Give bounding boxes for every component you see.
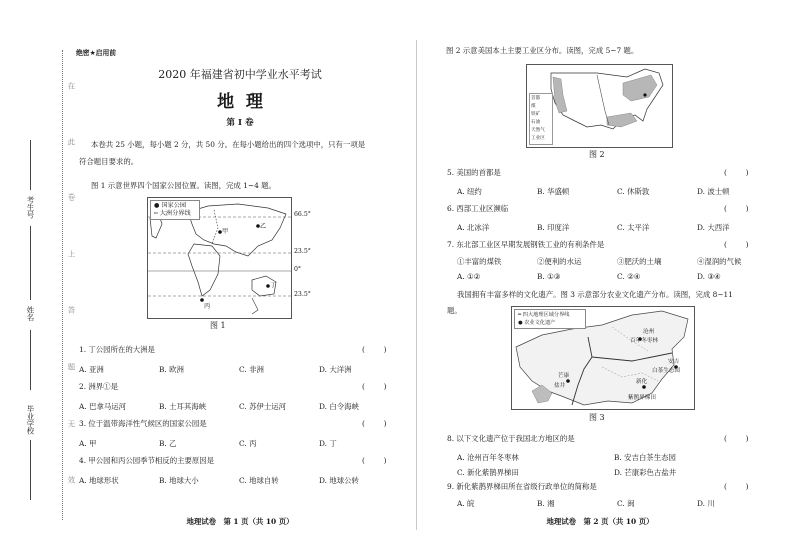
binding-dotted-line — [62, 50, 63, 520]
legend-boundary: ┅ 大洲分界线 — [154, 210, 191, 217]
map-label-cangzhou: 沧州 — [643, 329, 655, 335]
binding-char: 在 — [67, 82, 76, 90]
page-footer-left: 地理试卷 第 1 页（共 10 页） — [186, 517, 294, 526]
china-map — [511, 306, 695, 410]
fig1-legend — [150, 200, 200, 220]
nz-shape — [252, 298, 258, 314]
lat-label: 23.5° — [294, 291, 311, 298]
map-label: 白茶生态园 — [652, 368, 680, 374]
subject-title: 地 理 — [217, 92, 263, 112]
answer-bracket[interactable]: ( ) — [362, 419, 387, 428]
option[interactable]: B. 安吉白茶生态园 — [614, 453, 676, 462]
question-stem: 6. 西部工业区濒临 — [447, 204, 509, 213]
option[interactable]: C. 苏伊士运河 — [239, 402, 287, 411]
question-stem: 4. 甲公园和丙公园季节相反的主要原因是 — [79, 456, 215, 465]
option[interactable]: A. 皖 — [457, 499, 475, 508]
legend-park: ● 国家公园 — [154, 202, 187, 209]
question-stem: 5. 美国的首都是 — [447, 168, 501, 177]
fig1-caption: 图 1 — [210, 321, 226, 330]
option[interactable]: A. 沧州百年冬枣林 — [457, 453, 519, 462]
exam-title: 2020 年福建省初中学业水平考试 — [158, 68, 322, 81]
option[interactable]: D. 芒康彩色古盐井 — [614, 468, 677, 477]
heritage-point — [566, 379, 570, 383]
question-stem: 2. 洲界①是 — [79, 382, 118, 391]
answer-bracket[interactable]: ( ) — [724, 168, 749, 177]
map-label: 百年冬枣林 — [630, 338, 658, 344]
option[interactable]: B. 乙 — [159, 439, 177, 448]
binding-char: 题 — [67, 363, 76, 371]
option[interactable]: D. 大洋洲 — [319, 365, 352, 374]
legend-boundary: ━ 四大地理区域分界线 — [518, 312, 570, 318]
heritage-point — [642, 385, 646, 389]
label-name: 姓名 — [26, 306, 35, 321]
option[interactable]: A. ①② — [457, 272, 481, 281]
fig2-prompt: 图 2 示意美国本土主要工业区分布。读图，完成 5~7 题。 — [446, 46, 639, 55]
option[interactable]: B. 土耳其海峡 — [159, 402, 207, 411]
legend-item: 煤 — [531, 104, 536, 109]
legend-item: 工业区 — [531, 136, 545, 141]
page-divider — [416, 40, 417, 530]
option[interactable]: A. 地球形状 — [79, 476, 119, 485]
option[interactable]: D. ③④ — [697, 272, 721, 281]
legend-item: 天然气 — [531, 128, 545, 133]
binding-char: 无 — [67, 420, 76, 428]
option[interactable]: D. 丁 — [319, 439, 337, 448]
binding-char: 上 — [67, 250, 76, 258]
legend-heritage: ● 农业文化遗产 — [518, 320, 556, 326]
capital-point — [643, 93, 646, 96]
question-stem: 9. 新化紫鹊界梯田所在省级行政单位的简称是 — [447, 482, 597, 491]
answer-bracket[interactable]: ( ) — [724, 482, 749, 491]
point-label-jia: 甲 — [222, 228, 229, 235]
binding-char: 效 — [67, 476, 76, 484]
intro-line-2: 符合题目要求的。 — [79, 157, 139, 166]
question-stem: 7. 东北部工业区早期发展钢铁工业的有利条件是 — [447, 240, 605, 249]
option[interactable]: A. 亚洲 — [79, 365, 104, 374]
world-map — [147, 197, 292, 319]
legend-item: 石油 — [531, 120, 541, 125]
option[interactable]: D. 地球公转 — [319, 476, 359, 485]
binding-char: 卷 — [67, 193, 76, 201]
map-label-anji: 安吉 — [668, 359, 680, 365]
condition: ③肥沃的土壤 — [617, 257, 662, 266]
map-label: 盐井 — [554, 383, 566, 389]
fig3-legend — [514, 309, 586, 329]
option[interactable]: B. 地球大小 — [159, 476, 199, 485]
answer-bracket[interactable]: ( ) — [724, 240, 749, 249]
question-stem: 3. 位于温带海洋性气候区的国家公园是 — [79, 419, 207, 428]
option[interactable]: B. 华盛顿 — [537, 187, 570, 196]
fig3-prompt-2: 题。 — [447, 306, 462, 315]
option[interactable]: B. 印度洋 — [537, 223, 570, 232]
part-title: 第 I 卷 — [226, 118, 254, 128]
option[interactable]: C. 非洲 — [239, 365, 264, 374]
condition: ④湿润的气候 — [697, 257, 742, 266]
point-label-ding: 丁 — [270, 282, 277, 289]
option[interactable]: C. 闽 — [617, 499, 635, 508]
fig3-caption: 图 3 — [589, 413, 605, 422]
fill-line — [30, 250, 31, 300]
option[interactable]: D. 川 — [697, 499, 715, 508]
fig2-legend — [529, 93, 553, 145]
intro-line-1: 本卷共 25 小题，每小题 2 分，共 50 分。在每小题给出的四个选项中，只有一项是 — [91, 140, 366, 149]
answer-bracket[interactable]: ( ) — [362, 345, 387, 354]
option[interactable]: B. 湘 — [537, 499, 555, 508]
option[interactable]: B. ①③ — [537, 272, 561, 281]
option[interactable]: C. 太平洋 — [617, 223, 650, 232]
answer-bracket[interactable]: ( ) — [724, 204, 749, 213]
binding-char: 此 — [67, 138, 76, 146]
map-label-mangkang: 芒康 — [558, 373, 570, 379]
fill-line — [30, 440, 31, 500]
label-school: 毕业学校 — [26, 405, 35, 435]
fig3-prompt-1: 我国拥有丰富多样的文化遗产。图 3 示意部分农业文化遗产分布。读图，完成 8~11 — [457, 290, 733, 299]
secret-mark: 绝密★启用前 — [76, 49, 117, 57]
option[interactable]: B. 欧洲 — [159, 365, 184, 374]
option[interactable]: C. 新化紫鹊界梯田 — [457, 468, 519, 477]
lat-label: 66.5° — [294, 211, 311, 218]
option[interactable]: A. 巴拿马运河 — [79, 402, 126, 411]
option[interactable]: A. 北冰洋 — [457, 223, 490, 232]
option[interactable]: C. 休斯敦 — [617, 187, 650, 196]
fill-line — [30, 330, 31, 390]
point-label-bing: 丙 — [204, 303, 211, 310]
question-stem: 8. 以下文化遗产位于我国北方地区的是 — [447, 434, 575, 443]
point-label-yi: 乙 — [260, 223, 267, 230]
answer-bracket[interactable]: ( ) — [724, 434, 749, 443]
map-label: 紫鹊界梯田 — [628, 395, 656, 401]
fig2-caption: 图 2 — [589, 150, 605, 159]
usa-map — [526, 64, 673, 148]
option[interactable]: D. 白令海峡 — [319, 402, 359, 411]
label-exam-number: 考生号 — [26, 196, 35, 219]
africa-shape — [188, 244, 220, 296]
page-footer-right: 地理试卷 第 2 页（共 10 页） — [546, 517, 654, 526]
condition: ①丰富的煤铁 — [457, 257, 502, 266]
option[interactable]: C. ②④ — [617, 272, 641, 281]
option[interactable]: C. 地球自转 — [239, 476, 279, 485]
option[interactable]: D. 波士顿 — [697, 187, 730, 196]
answer-bracket[interactable]: ( ) — [362, 382, 387, 391]
fig1-prompt: 图 1 示意世界四个国家公园位置。读图，完成 1~4 题。 — [91, 181, 276, 190]
option[interactable]: D. 大西洋 — [697, 223, 730, 232]
option[interactable]: C. 丙 — [239, 439, 257, 448]
condition: ②便利的水运 — [537, 257, 582, 266]
lat-label: 0° — [294, 266, 302, 273]
lat-label: 23.5° — [294, 248, 311, 255]
map-label-xinhua: 新化 — [636, 379, 648, 385]
option[interactable]: A. 纽约 — [457, 187, 482, 196]
option[interactable]: A. 甲 — [79, 439, 97, 448]
answer-bracket[interactable]: ( ) — [362, 456, 387, 465]
legend-item: 首都 — [531, 96, 541, 101]
binding-char: 答 — [67, 306, 76, 314]
question-stem: 1. 丁公园所在的大洲是 — [79, 345, 155, 354]
fill-line — [30, 140, 31, 190]
legend-item: 铁矿 — [531, 112, 541, 117]
